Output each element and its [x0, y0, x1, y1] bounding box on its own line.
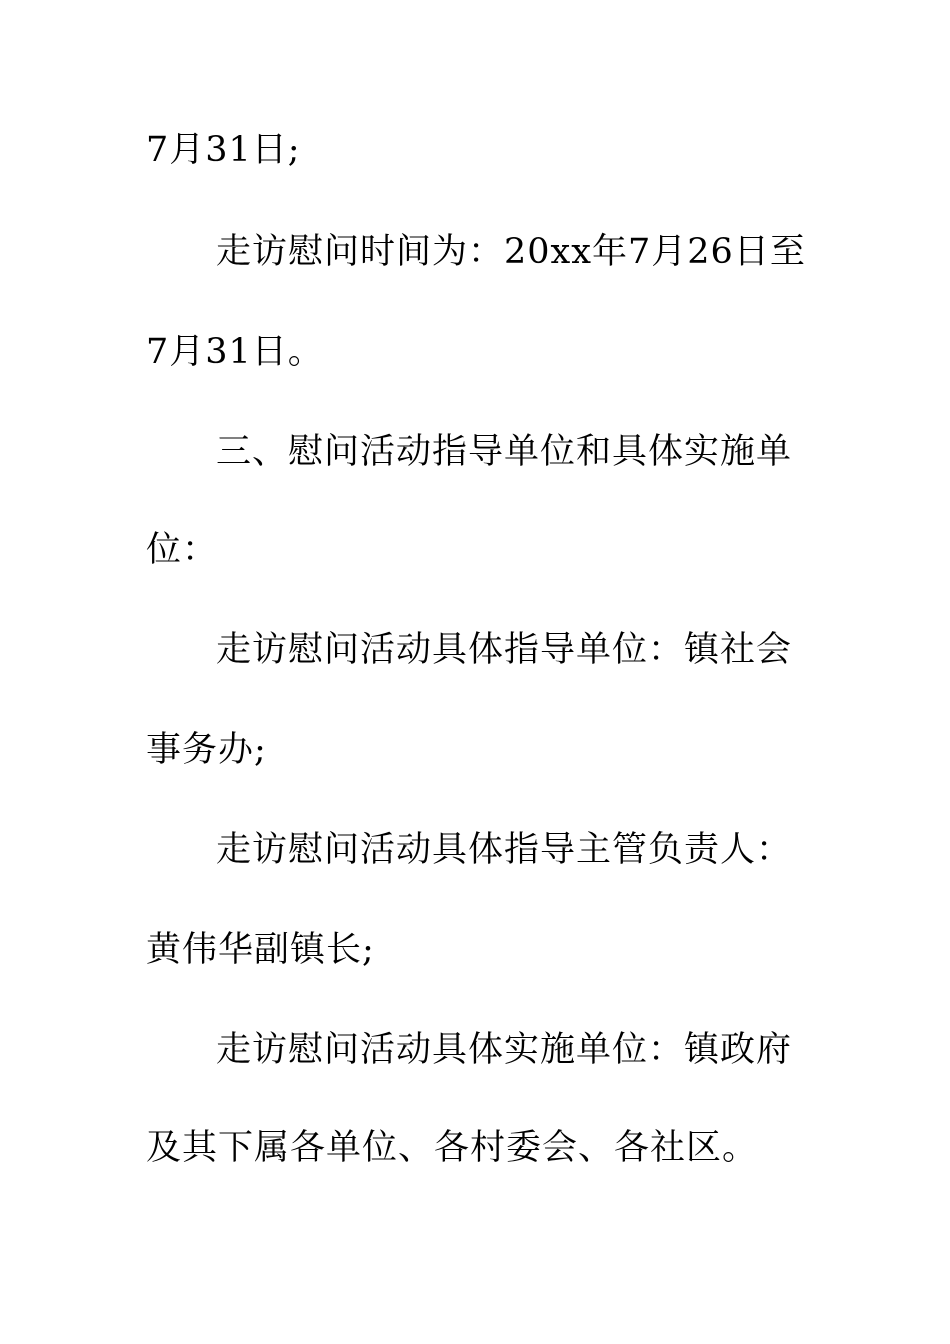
paragraph-visit-time: 走访慰问时间为：20xx年7月26日至: [216, 232, 806, 272]
paragraph-guidance-unit: 走访慰问活动具体指导单位：镇社会: [216, 630, 793, 670]
text-line-5: 位：: [146, 530, 219, 570]
paragraph-responsible-person: 走访慰问活动具体指导主管负责人：: [216, 830, 793, 870]
text-line-9: 黄伟华副镇长;: [146, 930, 375, 970]
text-line-3: 7月31日。: [146, 332, 324, 372]
text-line-11: 及其下属各单位、各村委会、各社区。: [146, 1128, 759, 1168]
text-line-1: 7月31日;: [146, 130, 301, 170]
text-line-7: 事务办;: [146, 730, 267, 770]
section-heading-3: 三、慰问活动指导单位和具体实施单: [216, 432, 793, 472]
paragraph-implementing-unit: 走访慰问活动具体实施单位：镇政府: [216, 1030, 793, 1070]
